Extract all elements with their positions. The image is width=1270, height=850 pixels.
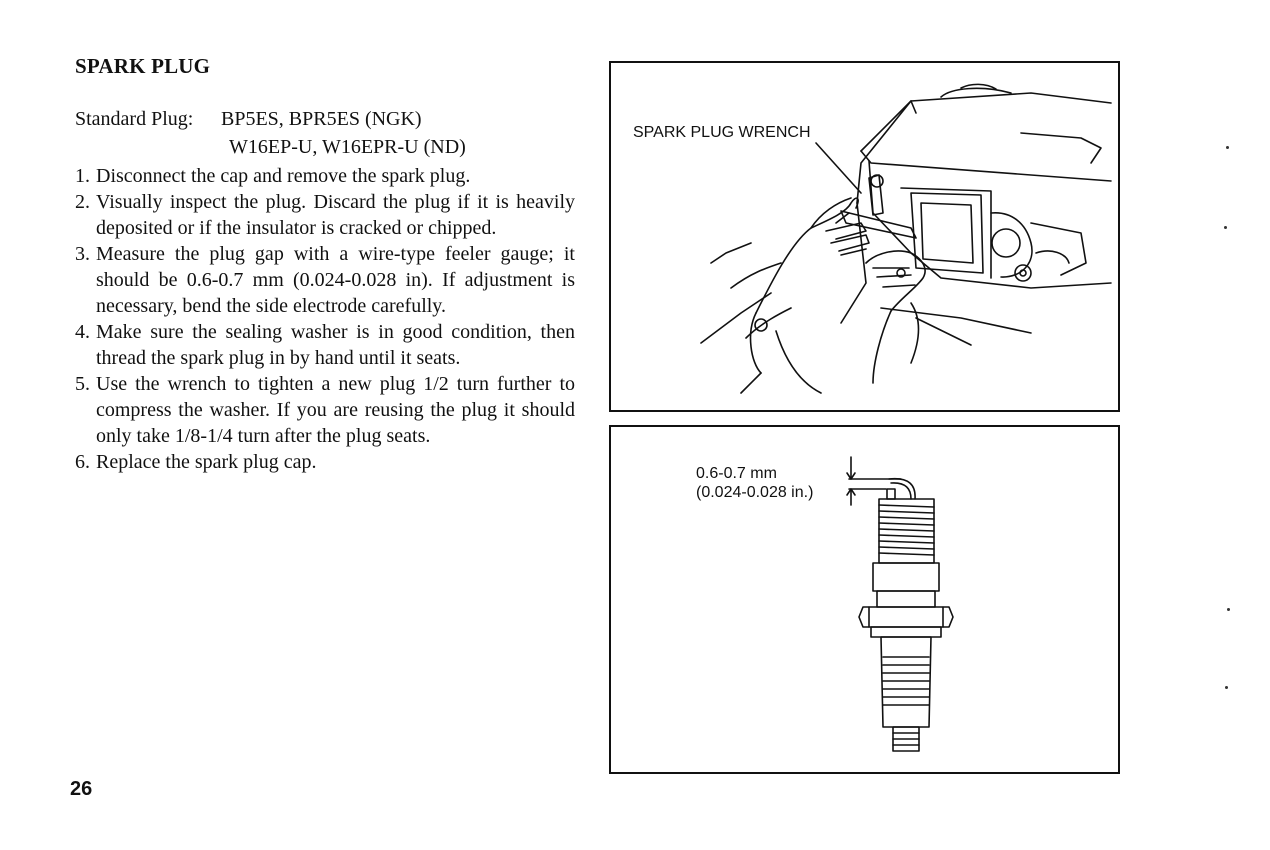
step-item	[75, 189, 575, 241]
step-text: Use the wrench to tighten a new plug 1/2 turn further to compress the washer. If you are reusing the plug it should only take 1/8-1/4 turn after the plug seats.	[96, 373, 575, 447]
section-heading: SPARK PLUG	[75, 54, 211, 78]
page-number: 26	[70, 778, 93, 800]
spark-plug-gap-illustration	[609, 425, 1120, 774]
step-text: Visually inspect the plug. Discard the plug if it is heavily deposited or if the insulator is cracked or chipped.	[96, 191, 575, 239]
step-text: Disconnect the cap and remove the spark plug.	[96, 165, 471, 187]
standard-plug-nd: W16EP-U, W16EPR-U (ND)	[229, 136, 466, 158]
standard-plug-spec	[75, 105, 466, 161]
scan-speck	[1225, 686, 1228, 689]
step-number: 3.	[75, 243, 90, 265]
step-item	[75, 319, 575, 371]
wrench-illustration	[609, 61, 1120, 412]
step-text: Make sure the sealing washer is in good condition, then thread the spark plug in by hand until it seats.	[96, 321, 575, 369]
step-text: Measure the plug gap with a wire-type feeler gauge; it should be 0.6-0.7 mm (0.024-0.028 in). If adjustment is necessary, bend the side electrode carefully.	[96, 243, 575, 317]
scan-speck	[1226, 146, 1229, 149]
gap-mm-label: 0.6-0.7 mm	[696, 465, 777, 482]
step-number: 4.	[75, 321, 90, 343]
step-item	[75, 371, 575, 449]
gap-inch-label: (0.024-0.028 in.)	[696, 484, 814, 501]
step-item	[75, 241, 575, 319]
step-number: 6.	[75, 451, 90, 473]
step-item	[75, 163, 575, 189]
standard-plug-label: Standard Plug:	[75, 108, 194, 130]
scan-speck	[1227, 608, 1230, 611]
wrench-drawing	[611, 63, 1118, 410]
scan-speck	[1224, 226, 1227, 229]
step-number: 1.	[75, 165, 90, 187]
spark-plug-drawing	[611, 427, 1118, 772]
standard-plug-ngk: BP5ES, BPR5ES (NGK)	[221, 108, 422, 130]
step-number: 5.	[75, 373, 90, 395]
wrench-label: SPARK PLUG WRENCH	[633, 124, 811, 141]
step-item	[75, 449, 575, 475]
step-text: Replace the spark plug cap.	[96, 451, 317, 473]
step-number: 2.	[75, 191, 90, 213]
step-list	[75, 163, 575, 475]
